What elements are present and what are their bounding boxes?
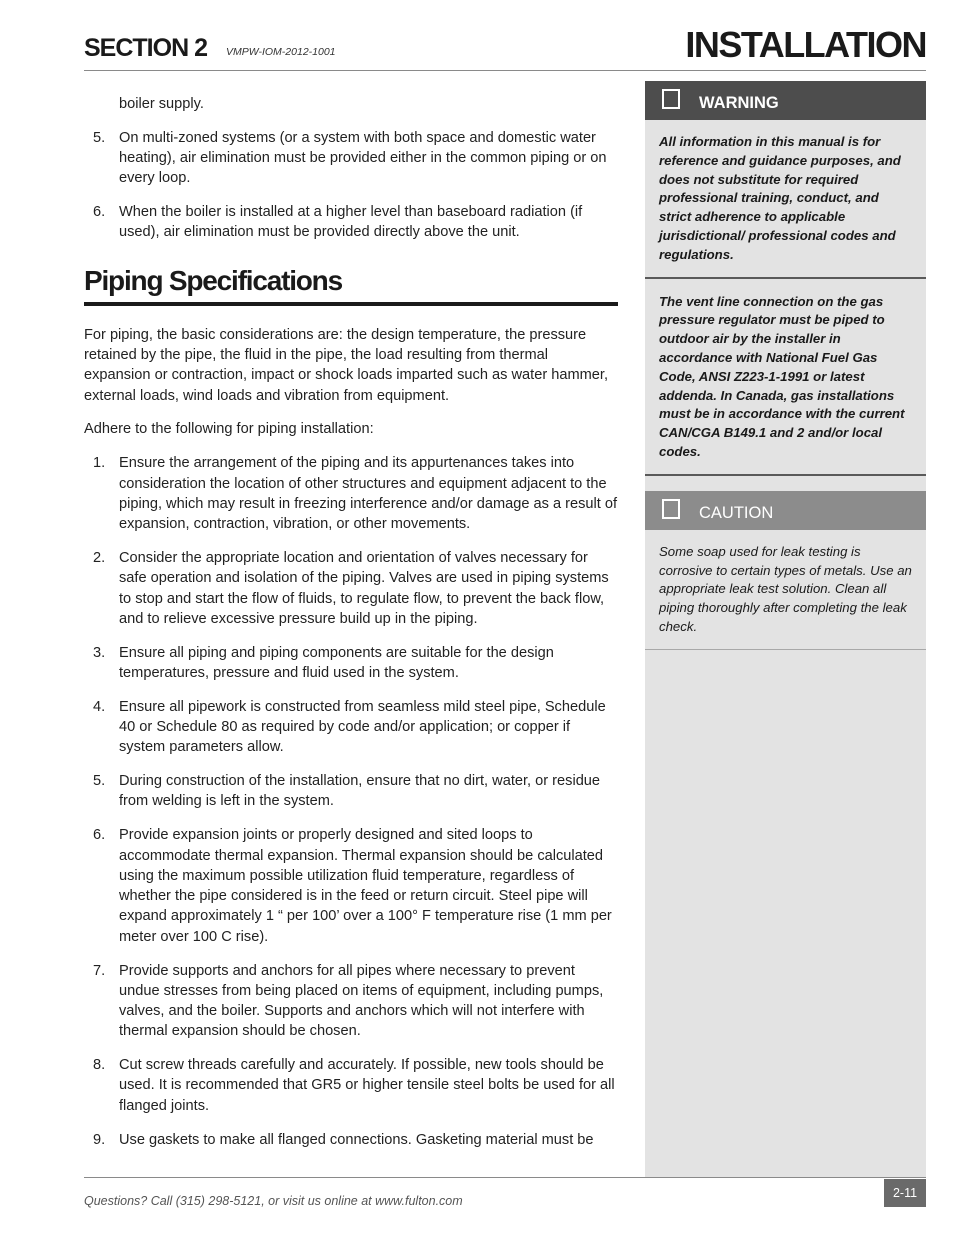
list-item	[84, 1055, 618, 1116]
list-item	[84, 1130, 618, 1150]
list-item	[84, 453, 618, 534]
list-number: 1.	[93, 455, 106, 472]
list-text: Ensure all pipework is constructed from seamless mild steel pipe, Schedule 40 or Schedule 80 as required by code and/or application; or copper if system parameters allow.	[119, 698, 606, 756]
warning-text: The vent line connection on the gas pressure regulator must be piped to outdoor air by the installer in accordance with National Fuel Gas Code, ANSI Z223-1-1991 or latest addenda. In Canada, gas installations must be in accordance with the current CAN/CGA B149.1 and 2 and/or local codes.	[659, 293, 905, 459]
main-content	[84, 94, 618, 1163]
section-label: SECTION 2	[84, 34, 207, 62]
list-number: 9.	[93, 1131, 106, 1148]
list-text: Ensure all piping and piping components are suitable for the design temperatures, pressure and fluid used in the system.	[119, 644, 554, 681]
list-item	[84, 825, 618, 947]
list-number: 2.	[93, 549, 106, 566]
warning-text: All information in this manual is for reference and guidance purposes, and does not substitute for required professional training, conduct, and strict adherence to applicable jurisdictional/ professional codes and regulations.	[659, 134, 901, 262]
checkbox-icon	[662, 89, 680, 109]
document-code: VMPW-IOM-2012-1001	[226, 46, 336, 58]
list-item	[84, 643, 618, 684]
footer-contact: Questions? Call (315) 298-5121, or visit us online at www.fulton.com	[84, 1194, 463, 1208]
list-item	[84, 548, 618, 629]
section-heading: Piping Specifications	[84, 265, 618, 306]
page-header	[84, 24, 926, 71]
list-number: 3.	[93, 644, 106, 661]
list-text: Consider the appropriate location and orientation of valves necessary for safe operation and isolation of the piping. Valves are used in piping systems to stop and start the flow of fluids, to regulate flow, to prevent the back flow, and to relieve excessive pressure build up in the piping.	[119, 549, 609, 627]
list-text: Ensure the arrangement of the piping and its appurtenances takes into consideration the location of other structures and equipment adjacent to the piping, which may result in freezing interference and/or damage as a result of expansion, contraction, vibration, or other movements.	[119, 455, 618, 533]
list-item	[84, 771, 618, 812]
list-text: Provide expansion joints or properly designed and sited loops to accommodate thermal expansion. Thermal expansion should be calculated using the maximum possible utilization fluid temperature, regardless of whether the pipe considered is in the feed or return circuit. Steel pipe will expand approximately 1 “ per 100’ over a 100° F temperature rise (1 mm per meter over 100 C rise).	[119, 827, 612, 945]
spacer	[645, 476, 926, 491]
page-title: INSTALLATION	[685, 24, 926, 65]
list-number: 6.	[93, 827, 106, 844]
list-number: 5.	[93, 773, 106, 790]
list-text: Provide supports and anchors for all pipes where necessary to prevent undue stresses from being placed on items of equipment, including pumps, valves, and the boiler. Supports and anchors which will not interfere with thermal expansion should be chosen.	[119, 962, 604, 1040]
list-number: 6.	[93, 204, 106, 221]
sidebar	[645, 81, 926, 1177]
list-text: During construction of the installation, ensure that no dirt, water, or residue from welding is left in the system.	[119, 773, 601, 810]
list-number: 7.	[93, 962, 106, 979]
list-text: When the boiler is installed at a higher level than baseboard radiation (if used), air elimination must be provided directly above the unit.	[119, 204, 583, 241]
caution-header	[645, 491, 926, 530]
list-text: Use gaskets to make all flanged connections. Gasketing material must be	[119, 1131, 594, 1148]
list-item	[84, 202, 618, 243]
checkbox-icon	[662, 499, 680, 519]
page-number: 2-11	[884, 1179, 926, 1207]
warning-header	[645, 81, 926, 120]
list-number: 8.	[93, 1057, 106, 1074]
footer-divider	[84, 1177, 926, 1178]
list-text: On multi-zoned systems (or a system with both space and domestic water heating), air elimination must be provided either in the common piping or on every loop.	[119, 129, 607, 187]
list-text: Cut screw threads carefully and accurately. If possible, new tools should be used. It is recommended that GR5 or higher tensile steel bolts be used for all flanged joints.	[119, 1057, 615, 1114]
continuation-text: boiler supply.	[119, 96, 204, 112]
list-item	[84, 961, 618, 1042]
list-number: 4.	[93, 698, 106, 715]
caution-label: CAUTION	[699, 503, 774, 522]
list-item	[84, 697, 618, 758]
lead-paragraph: Adhere to the following for piping installation:	[84, 421, 374, 438]
divider	[645, 649, 926, 650]
caution-text: Some soap used for leak testing is corrosive to certain types of metals. Use an appropriate leak test solution. Clean all piping thoroughly after completing the leak check.	[659, 543, 912, 634]
warning-label: WARNING	[699, 94, 779, 112]
intro-paragraph: For piping, the basic considerations are: the design temperature, the pressure retained by the pipe, the fluid in the pipe, the load resulting from thermal expansion or contraction, impact or shock loads imparted such as water hammer, external loads, wind loads and vibration from equipment.	[84, 326, 608, 404]
list-number: 5.	[93, 129, 106, 146]
list-item	[84, 128, 618, 189]
